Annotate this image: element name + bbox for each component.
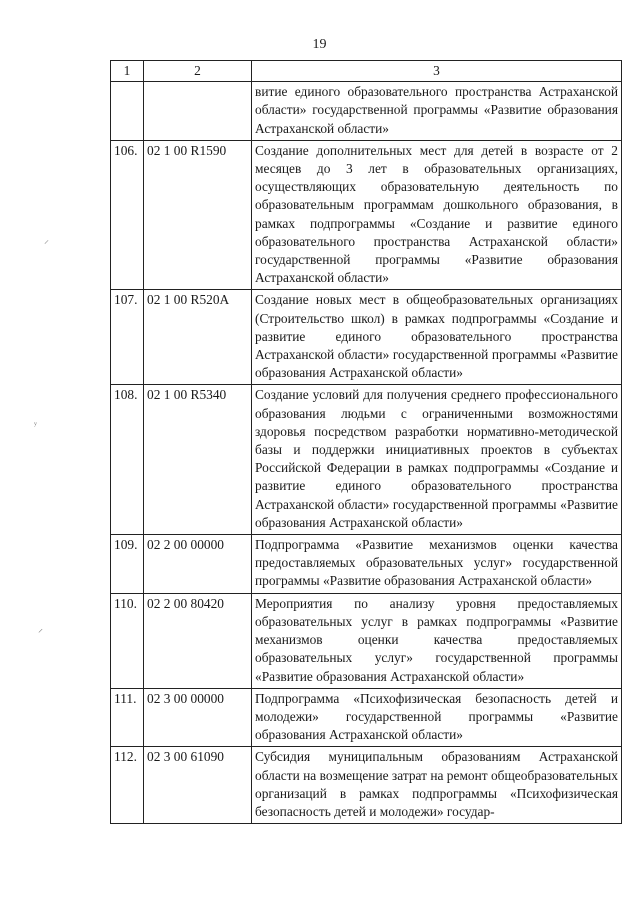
table-row <box>111 535 622 594</box>
scan-artifact: ⸝ <box>44 235 49 246</box>
budget-classification-table <box>110 60 622 824</box>
row-number: 107. <box>111 290 144 385</box>
column-header-3: 3 <box>252 61 622 82</box>
row-description: Создание условий для получения среднего профессионального образования людьми с ограниченными возможностями здоровья посредством разработки нормативно-методической базы и поддержки инициативных проектов в субъектах Российской Федерации в рамках подпрограммы «Создание и развитие единого образовательного пространства Астраханской области» государственной программы «Развитие образования Астраханской области» <box>252 385 622 535</box>
target-code: 02 3 00 00000 <box>144 688 252 747</box>
target-code: 02 3 00 61090 <box>144 747 252 824</box>
row-number: 108. <box>111 385 144 535</box>
table-row <box>111 747 622 824</box>
target-code: 02 1 00 R520A <box>144 290 252 385</box>
table-row <box>111 688 622 747</box>
table-header-row <box>111 61 622 82</box>
table-row <box>111 385 622 535</box>
row-description: витие единого образовательного пространства Астраханской области» государственной программы «Развитие образования Астраханской области» <box>252 82 622 141</box>
row-description: Создание дополнительных мест для детей в возрасте от 2 месяцев до 3 лет в образовательных организациях, осуществляющих образовательную деятельность по образовательным программам дошкольного образования, в рамках подпрограммы «Создание и развитие единого образовательного пространства Астраханской области» государственной программы «Развитие образования Астраханской области» <box>252 140 622 290</box>
column-header-2: 2 <box>144 61 252 82</box>
target-code: 02 1 00 R5340 <box>144 385 252 535</box>
table-row <box>111 290 622 385</box>
table-row <box>111 140 622 290</box>
row-description: Субсидия муниципальным образованиям Астраханской области на возмещение затрат на ремонт общеобразовательных организаций в рамках подпрограммы «Психофизическая безопасность детей и молодежи» государ- <box>252 747 622 824</box>
scan-artifact: ⸍ <box>38 628 43 639</box>
row-description: Подпрограмма «Развитие механизмов оценки качества предоставляемых образовательных услуг» государственной программы «Развитие образования Астраханской области» <box>252 535 622 594</box>
row-description: Создание новых мест в общеобразовательных организациях (Строительство школ) в рамках подпрограммы «Создание и развитие единого образовательного пространства Астраханской области» государственной программы «Развитие образования Астраханской области» <box>252 290 622 385</box>
row-number: 106. <box>111 140 144 290</box>
table-row <box>111 593 622 688</box>
scan-artifact: ʸ <box>34 420 37 431</box>
target-code: 02 2 00 80420 <box>144 593 252 688</box>
row-number: 111. <box>111 688 144 747</box>
column-header-1: 1 <box>111 61 144 82</box>
row-description: Мероприятия по анализу уровня предоставляемых образовательных услуг в рамках подпрограммы «Развитие механизмов оценки качества предоставляемых образовательных услуг» государственной программы «Развитие образования Астраханской области» <box>252 593 622 688</box>
target-code <box>144 82 252 141</box>
page-number: 19 <box>312 37 327 52</box>
row-number <box>111 82 144 141</box>
row-number: 109. <box>111 535 144 594</box>
target-code: 02 2 00 00000 <box>144 535 252 594</box>
table-row <box>111 82 622 141</box>
row-description: Подпрограмма «Психофизическая безопасность детей и молодежи» государственной программы «Развитие образования Астраханской области» <box>252 688 622 747</box>
row-number: 110. <box>111 593 144 688</box>
row-number: 112. <box>111 747 144 824</box>
target-code: 02 1 00 R1590 <box>144 140 252 290</box>
